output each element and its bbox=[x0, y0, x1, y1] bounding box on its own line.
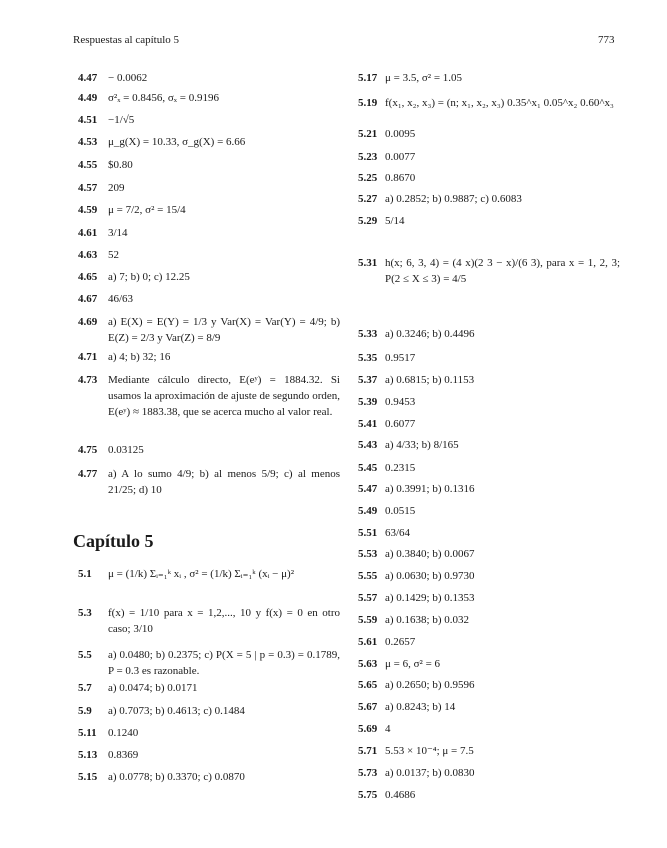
answer-text: 4 bbox=[385, 723, 391, 735]
answer-number: 5.65 bbox=[358, 679, 378, 691]
answer-number: 5.27 bbox=[358, 193, 378, 205]
answer-number: 4.49 bbox=[78, 92, 98, 104]
answer-text: a) 4; b) 32; 16 bbox=[108, 351, 171, 363]
answer-entry bbox=[78, 225, 340, 241]
answer-number: 5.63 bbox=[358, 658, 378, 670]
answer-text: a) A lo sumo 4/9; b) al menos 5/9; c) al menos 21/25; d) 10 bbox=[108, 468, 340, 496]
answer-entry bbox=[78, 134, 340, 150]
answer-text: a) 0.3840; b) 0.0067 bbox=[385, 548, 475, 560]
answer-number: 5.17 bbox=[358, 72, 378, 84]
answer-text: a) 0.1429; b) 0.1353 bbox=[385, 592, 475, 604]
answer-text: a) 0.6815; b) 0.1153 bbox=[385, 374, 475, 386]
answer-number: 5.49 bbox=[358, 505, 378, 517]
answer-text: 0.0515 bbox=[385, 505, 416, 517]
answer-number: 5.57 bbox=[358, 592, 378, 604]
answer-entry bbox=[358, 546, 620, 562]
answer-entry bbox=[78, 157, 340, 173]
answer-entry bbox=[78, 680, 340, 696]
answer-number: 4.57 bbox=[78, 182, 98, 194]
answer-number: 5.59 bbox=[358, 614, 378, 626]
answer-entry bbox=[358, 656, 620, 672]
answer-entry bbox=[358, 568, 620, 584]
answer-number: 5.11 bbox=[78, 727, 97, 739]
answer-number: 5.7 bbox=[78, 682, 92, 694]
answer-entry bbox=[358, 255, 620, 287]
answer-number: 4.77 bbox=[78, 468, 98, 480]
answer-number: 5.51 bbox=[358, 527, 378, 539]
answer-entry bbox=[358, 149, 620, 165]
answer-text: μ = 7/2, σ² = 15/4 bbox=[108, 204, 186, 216]
answer-text: 46/63 bbox=[108, 293, 134, 305]
answer-text: μ = 3.5, σ² = 1.05 bbox=[385, 72, 463, 84]
answer-number: 5.67 bbox=[358, 701, 378, 713]
answer-number: 4.63 bbox=[78, 249, 98, 261]
answer-number: 5.19 bbox=[358, 97, 378, 109]
answer-entry bbox=[358, 590, 620, 606]
answer-entry bbox=[358, 70, 620, 86]
answer-number: 5.33 bbox=[358, 328, 378, 340]
answer-number: 5.37 bbox=[358, 374, 378, 386]
answer-entry bbox=[358, 170, 620, 186]
answer-number: 5.35 bbox=[358, 352, 378, 364]
answer-text: f(x₁, x₂, x₃) = (n; x₁, x₂, x₃) 0.35^x₁ 0.05^x₂ 0.60^x₃ bbox=[385, 97, 614, 109]
answer-entry bbox=[358, 95, 620, 111]
answer-text: Mediante cálculo directo, E(eʸ) = 1884.32. Si usamos la aproximación de ajuste de segundo orden, E(eʸ) ≈ 1883.38, que se acerca mucho al valor real. bbox=[108, 374, 340, 418]
answer-entry bbox=[78, 703, 340, 719]
answer-text: 209 bbox=[108, 182, 125, 194]
answer-number: 5.53 bbox=[358, 548, 378, 560]
answer-number: 4.55 bbox=[78, 159, 98, 171]
answer-text: 0.2657 bbox=[385, 636, 416, 648]
chapter-heading: Capítulo 5 bbox=[73, 531, 154, 551]
answer-text: a) 4/33; b) 8/165 bbox=[385, 439, 459, 451]
answer-text: 3/14 bbox=[108, 227, 128, 239]
answer-text: 0.0077 bbox=[385, 151, 416, 163]
answer-entry bbox=[358, 634, 620, 650]
answer-number: 5.23 bbox=[358, 151, 378, 163]
answer-entry bbox=[78, 291, 340, 307]
answer-text: a) 0.3991; b) 0.1316 bbox=[385, 483, 475, 495]
answer-text: $0.80 bbox=[108, 159, 133, 171]
answer-text: 0.1240 bbox=[108, 727, 139, 739]
answer-entry bbox=[78, 747, 340, 763]
answer-number: 4.75 bbox=[78, 444, 98, 456]
answer-entry bbox=[78, 372, 340, 420]
answer-text: a) E(X) = E(Y) = 1/3 y Var(X) = Var(Y) = 4/9; b) E(Z) = 2/3 y Var(Z) = 8/9 bbox=[108, 316, 340, 344]
answer-text: 0.9453 bbox=[385, 396, 416, 408]
answer-entry bbox=[358, 191, 620, 207]
answer-text: 5/14 bbox=[385, 215, 405, 227]
answer-entry bbox=[358, 350, 620, 366]
answer-text: 0.2315 bbox=[385, 462, 416, 474]
answer-number: 4.71 bbox=[78, 351, 98, 363]
answer-entry bbox=[358, 394, 620, 410]
answer-entry bbox=[78, 442, 340, 458]
answer-text: σ²ₓ = 0.8456, σₓ = 0.9196 bbox=[108, 92, 219, 104]
answer-text: 0.8369 bbox=[108, 749, 139, 761]
answer-text: 0.03125 bbox=[108, 444, 144, 456]
answer-entry bbox=[358, 372, 620, 388]
answer-text: a) 0.1638; b) 0.032 bbox=[385, 614, 470, 626]
answer-text: − 0.0062 bbox=[108, 72, 148, 84]
answer-text: a) 0.0778; b) 0.3370; c) 0.0870 bbox=[108, 771, 245, 783]
answer-number: 5.47 bbox=[358, 483, 378, 495]
answer-text: f(x) = 1/10 para x = 1,2,..., 10 y f(x) = 0 en otro caso; 3/10 bbox=[108, 607, 340, 635]
answer-entry bbox=[78, 269, 340, 285]
answer-number: 5.43 bbox=[358, 439, 378, 451]
answer-entry bbox=[78, 90, 340, 106]
answer-entry bbox=[78, 647, 340, 679]
answer-number: 5.21 bbox=[358, 128, 378, 140]
answer-entry bbox=[78, 112, 340, 128]
answer-entry bbox=[358, 437, 620, 453]
answer-entry bbox=[358, 326, 620, 342]
answer-number: 4.69 bbox=[78, 316, 98, 328]
answer-entry bbox=[358, 743, 620, 759]
answer-entry bbox=[358, 525, 620, 541]
answer-text: 52 bbox=[108, 249, 119, 261]
answer-number: 5.3 bbox=[78, 607, 92, 619]
answer-number: 5.5 bbox=[78, 649, 92, 661]
answer-number: 5.41 bbox=[358, 418, 378, 430]
answer-number: 4.47 bbox=[78, 72, 98, 84]
answer-text: 63/64 bbox=[385, 527, 411, 539]
answer-number: 5.61 bbox=[358, 636, 378, 648]
answer-entry bbox=[358, 460, 620, 476]
answer-number: 5.1 bbox=[78, 568, 92, 580]
answer-text: μ = 6, σ² = 6 bbox=[385, 658, 441, 670]
answer-entry bbox=[358, 765, 620, 781]
answer-number: 5.13 bbox=[78, 749, 98, 761]
answer-text: 0.4686 bbox=[385, 789, 416, 801]
answer-text: −1/√5 bbox=[108, 114, 135, 126]
answer-number: 5.31 bbox=[358, 257, 378, 269]
answer-number: 5.45 bbox=[358, 462, 378, 474]
answer-text: 0.9517 bbox=[385, 352, 416, 364]
answer-entry bbox=[358, 612, 620, 628]
answer-entry bbox=[78, 466, 340, 498]
answer-text: a) 0.8243; b) 14 bbox=[385, 701, 456, 713]
answer-number: 4.67 bbox=[78, 293, 98, 305]
answer-entry bbox=[78, 769, 340, 785]
answer-text: a) 0.0630; b) 0.9730 bbox=[385, 570, 475, 582]
answer-entry bbox=[78, 314, 340, 346]
answer-number: 5.15 bbox=[78, 771, 98, 783]
answer-number: 5.73 bbox=[358, 767, 378, 779]
answer-number: 4.53 bbox=[78, 136, 98, 148]
answer-text: 0.6077 bbox=[385, 418, 416, 430]
answer-number: 5.55 bbox=[358, 570, 378, 582]
answer-number: 4.65 bbox=[78, 271, 98, 283]
answer-text: a) 0.2650; b) 0.9596 bbox=[385, 679, 475, 691]
answer-number: 5.39 bbox=[358, 396, 378, 408]
answer-text: a) 0.0137; b) 0.0830 bbox=[385, 767, 475, 779]
running-header: Respuestas al capítulo 5 bbox=[73, 34, 180, 46]
answer-entry bbox=[358, 787, 620, 803]
answer-number: 4.73 bbox=[78, 374, 98, 386]
answer-entry bbox=[358, 416, 620, 432]
answer-text: 0.8670 bbox=[385, 172, 416, 184]
answer-entry bbox=[78, 349, 340, 365]
answer-text: a) 0.3246; b) 0.4496 bbox=[385, 328, 475, 340]
answer-entry bbox=[78, 202, 340, 218]
answer-entry bbox=[78, 605, 340, 637]
answer-number: 5.25 bbox=[358, 172, 378, 184]
answer-text: μ_g(X) = 10.33, σ_g(X) = 6.66 bbox=[108, 136, 246, 148]
answer-text: a) 7; b) 0; c) 12.25 bbox=[108, 271, 190, 283]
answer-entry bbox=[78, 70, 340, 86]
answer-number: 4.59 bbox=[78, 204, 98, 216]
answer-entry bbox=[78, 247, 340, 263]
answer-number: 5.69 bbox=[358, 723, 378, 735]
answer-entry bbox=[358, 126, 620, 142]
answer-number: 5.9 bbox=[78, 705, 92, 717]
answer-text: h(x; 6, 3, 4) = (4 x)(2 3 − x)/(6 3), para x = 1, 2, 3; P(2 ≤ X ≤ 3) = 4/5 bbox=[385, 257, 620, 285]
answer-text: a) 0.0480; b) 0.2375; c) P(X = 5 | p = 0.3) = 0.1789, P = 0.3 es razonable. bbox=[108, 649, 340, 677]
answer-entry bbox=[358, 699, 620, 715]
answer-text: 5.53 × 10⁻⁴; μ = 7.5 bbox=[385, 745, 474, 757]
answer-number: 5.75 bbox=[358, 789, 378, 801]
answer-text: a) 0.0474; b) 0.0171 bbox=[108, 682, 198, 694]
answer-entry bbox=[78, 725, 340, 741]
answer-entry bbox=[358, 481, 620, 497]
answer-text: 0.0095 bbox=[385, 128, 416, 140]
answer-number: 4.61 bbox=[78, 227, 98, 239]
answer-entry bbox=[358, 677, 620, 693]
answer-number: 5.29 bbox=[358, 215, 378, 227]
answer-entry bbox=[358, 213, 620, 229]
answer-entry bbox=[358, 503, 620, 519]
answer-text: a) 0.2852; b) 0.9887; c) 0.6083 bbox=[385, 193, 522, 205]
answer-number: 5.71 bbox=[358, 745, 378, 757]
answer-number: 4.51 bbox=[78, 114, 98, 126]
page-number: 773 bbox=[598, 34, 615, 46]
answer-entry bbox=[78, 566, 340, 582]
answer-entry bbox=[78, 180, 340, 196]
answer-text: μ = (1/k) Σᵢ₌₁ᵏ xᵢ , σ² = (1/k) Σᵢ₌₁ᵏ (xᵢ − μ)² bbox=[108, 568, 294, 580]
answer-entry bbox=[358, 721, 620, 737]
answer-text: a) 0.7073; b) 0.4613; c) 0.1484 bbox=[108, 705, 245, 717]
